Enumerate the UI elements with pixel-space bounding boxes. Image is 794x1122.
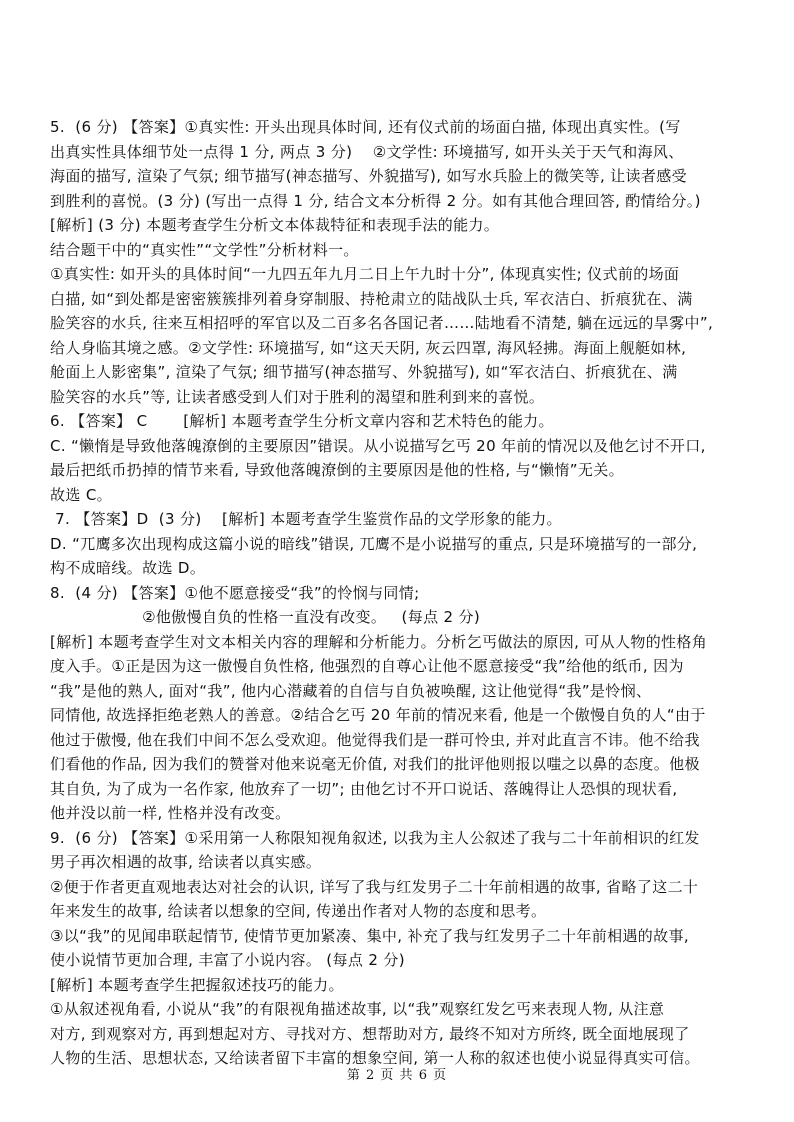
- text-line: C. “懒惰是导致他落魄潦倒的主要原因”错误。从小说描写乞丐 20 年前的情况以及他乞讨不开口,: [50, 436, 706, 455]
- text-line: 年来发生的故事, 给读者以想象的空间, 传递出作者对人物的态度和思考。: [50, 902, 547, 920]
- text-line: 度入手。①正是因为这一傲慢自负性格, 他强烈的自尊心让他不愿意接受“我”给他的纸币, 因为: [50, 657, 684, 675]
- text-line: 同情他, 故选择拒绝老熟人的善意。②结合乞丐 20 年前的情况来看, 他是一个傲慢自负的人“由于: [50, 706, 706, 724]
- answer-text-body: [50, 115, 746, 1071]
- text-line: 他并没以前一样, 性格并没有改变。: [50, 804, 291, 822]
- text-line: 结合题干中的“真实性”“文学性”分析材料一。: [50, 240, 359, 259]
- text-line: [解析] (3 分) 本题考查学生分析文本体裁特征和表现手法的能力。: [50, 216, 500, 234]
- text-line: 5. (6 分) 【答案】①真实性: 开头出现具体时间, 还有仪式前的场面白描, 体现出真实性。(写: [50, 118, 681, 136]
- page-number-footer: 第 2 页 共 6 页: [346, 1068, 448, 1083]
- text-line: 他过于傲慢, 他在我们中间不怎么受欢迎。他觉得我们是一群可怜虫, 并对此直言不讳。他不给我: [50, 730, 700, 749]
- text-line: [解析] 本题考查学生对文本相关内容的理解和分析能力。分析乞丐做法的原因, 可从人物的性格角: [50, 632, 708, 651]
- text-line: D. “兀鹰多次出现构成这篇小说的暗线”错误, 兀鹰不是小说描写的重点, 只是环境描写的一部分,: [50, 534, 698, 553]
- text-line: 使小说情节更加合理, 丰富了小说内容。 (每点 2 分): [50, 951, 405, 969]
- text-line: 到胜利的喜悦。(3 分) (写出一点得 1 分, 结合文本分析得 2 分。如有其他合理回答, 酌情给分。): [50, 191, 701, 210]
- text-line: 男子再次相遇的故事, 给读者以真实感。: [50, 853, 322, 871]
- text-line: 舱面上人影密集”, 渲染了气氛; 细节描写(神态描写、外貌描写), 如“军衣洁白、折痕犹在、满: [50, 363, 678, 381]
- text-line: 脸笑容的水兵, 往来互相招呼的军官以及二百多名各国记者……陆地看不清楚, 躺在远远的旱雾中”,: [50, 314, 714, 332]
- text-line: “我”是他的熟人, 面对“我”, 他内心潜藏着的自信与自负被唤醒, 这让他觉得“我”是怜悯、: [50, 681, 652, 700]
- text-line: 9. (6 分) 【答案】①采用第一人称限知视角叙述, 以我为主人公叙述了我与二十年前相识的红发: [50, 828, 700, 847]
- text-line: ②他傲慢自负的性格一直没有改变。 (每点 2 分): [50, 608, 481, 626]
- text-line: 们看他的作品, 因为我们的赞誉对他来说毫无价值, 对我们的批评他则报以嗤之以鼻的态度。他极: [50, 755, 700, 773]
- text-line: 给人身临其境之感。②文学性: 环境描写, 如“这天天阴, 灰云四罩, 海风轻拂。海面上舰艇如林,: [50, 338, 687, 357]
- text-line: ③以“我”的见闻串联起情节, 使情节更加紧凑、集中, 补充了我与红发男子二十年前相遇的故事,: [50, 926, 689, 945]
- text-line: 构不成暗线。故选 D。: [50, 559, 206, 577]
- text-line: 8. (4 分) 【答案】①他不愿意接受“我”的怜悯与同情;: [50, 583, 420, 602]
- text-line: 对方, 到观察对方, 再到想起对方、寻找对方、想帮助对方, 最终不知对方所终, 既全面地展现了: [50, 1024, 690, 1043]
- text-line: 7. 【答案】D (3 分) [解析] 本题考查学生鉴赏作品的文学形象的能力。: [50, 510, 562, 528]
- text-line: 其自负, 为了成为一名作家, 他放弃了一切”; 由他乞讨不开口说话、落魄得让人恐惧的现状看,: [50, 779, 678, 798]
- text-line: 白描, 如“到处都是密密簇簇排列着身穿制服、持枪肃立的陆战队士兵, 军衣洁白、折痕犹在、满: [50, 289, 693, 308]
- text-line: 故选 C。: [50, 485, 112, 504]
- text-line: ②便于作者更直观地表达对社会的认识, 详写了我与红发男子二十年前相遇的故事, 省略了这二十: [50, 877, 699, 896]
- text-line: 出真实性具体细节处一点得 1 分, 两点 3 分) ②文学性: 环境描写, 如开头关于天气和海风、: [50, 142, 684, 161]
- text-line: 人物的生活、思想状态, 又给读者留下丰富的想象空间, 第一人称的叙述也使小说显得真实可信。: [50, 1049, 700, 1067]
- text-line: 海面的描写, 渲染了气氛; 细节描写(神态描写、外貌描写), 如写水兵脸上的微笑等, 让读者感受: [50, 167, 687, 185]
- text-line: [解析] 本题考查学生把握叙述技巧的能力。: [50, 975, 344, 994]
- text-line: ①真实性: 如开头的具体时间“一九四五年九月二日上午九时十分”, 体现真实性; 仪式前的场面: [50, 265, 680, 283]
- text-line: 脸笑容的水兵”等, 让读者感受到人们对于胜利的渴望和胜利到来的喜悦。: [50, 387, 545, 406]
- text-line: 最后把纸币扔掉的情节来看, 导致他落魄潦倒的主要原因是他的性格, 与“懒惰”无关。: [50, 461, 624, 479]
- text-line: ①从叙述视角看, 小说从“我”的有限视角描述故事, 以“我”观察红发乞丐来表现人物, 从注意: [50, 1000, 665, 1018]
- text-line: 6. 【答案】 C [解析] 本题考查学生分析文章内容和艺术特色的能力。: [50, 412, 554, 430]
